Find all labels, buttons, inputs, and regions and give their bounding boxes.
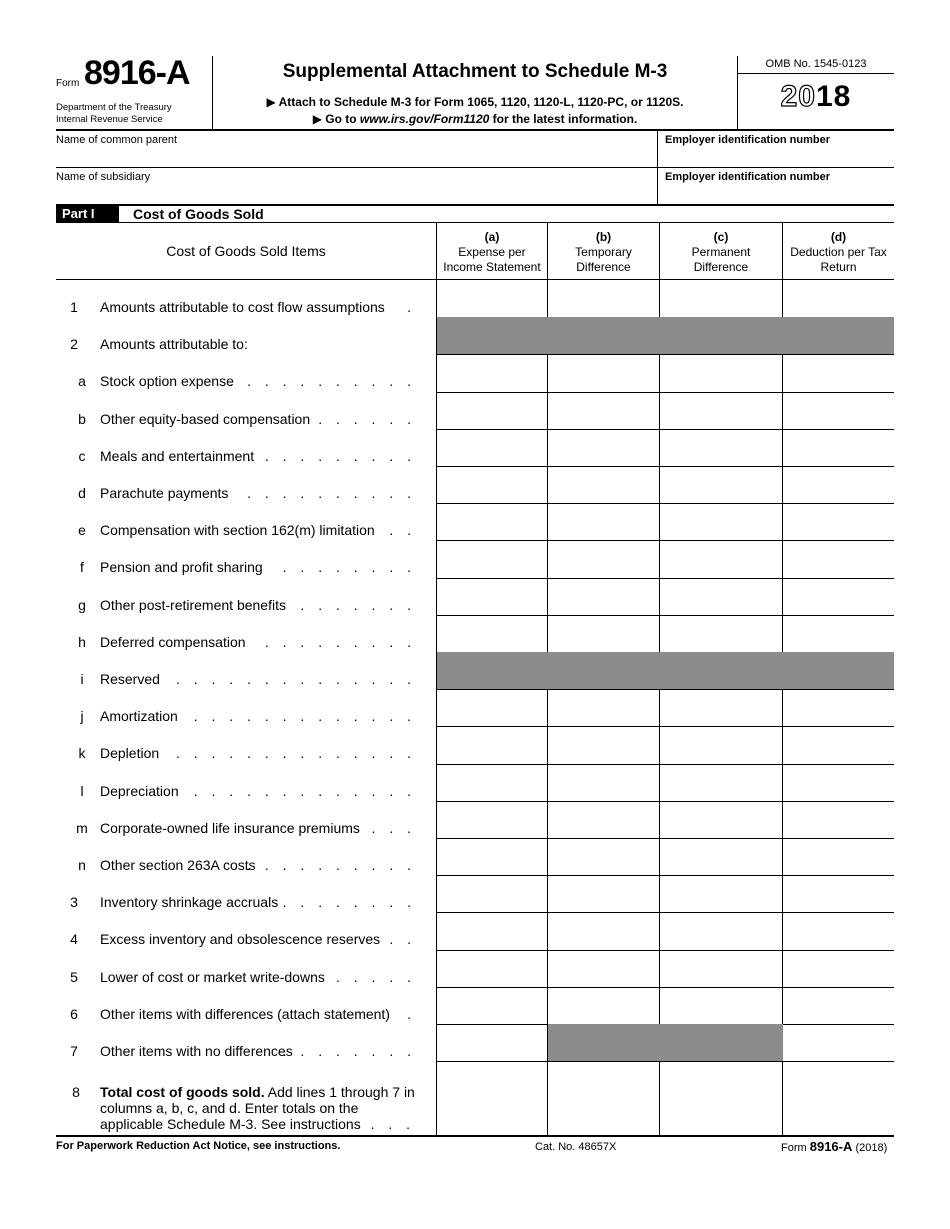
line-e-col-d-input[interactable]: [783, 503, 894, 540]
leader-dots: . . . . . . .: [300, 596, 416, 613]
line-j-col-d-input[interactable]: [783, 689, 894, 726]
line-m-col-d-input[interactable]: [783, 801, 894, 838]
column-d-line1: Deduction per Tax: [790, 245, 887, 259]
line-c-col-a-input[interactable]: [437, 429, 548, 466]
leader-dots: . . . . . . . . . .: [247, 857, 416, 873]
part-title: Cost of Goods Sold: [133, 206, 264, 222]
footer-year: (2018): [855, 1142, 888, 1154]
leader-dots: . . . . . . . . . . . . . .: [175, 671, 416, 687]
line-g-col-a-input[interactable]: [437, 578, 548, 615]
ein-label-parent: Employer identification number: [665, 134, 831, 146]
line-number: b: [78, 410, 86, 427]
line-l-col-a-input[interactable]: [437, 764, 548, 801]
line-label: Corporate-owned life insurance premiums: [100, 819, 360, 836]
leader-dots: . . . . . . . . . . . . .: [193, 782, 416, 799]
common-parent-input[interactable]: [56, 148, 656, 166]
column-c-line2: Difference: [693, 260, 749, 274]
service: Internal Revenue Service: [56, 114, 163, 125]
line-c-col-b-input[interactable]: [548, 429, 660, 466]
line-d-col-d-input[interactable]: [783, 466, 894, 503]
line-label: Compensation with section 162(m) limitation: [100, 522, 375, 539]
line-h-col-c-input[interactable]: [660, 615, 783, 652]
line-label: Other items with no differences: [100, 1043, 293, 1059]
leader-dots: . .: [389, 522, 416, 539]
goto-suffix: for the latest information.: [489, 112, 638, 126]
line-number: m: [76, 819, 88, 836]
leader-dots: .: [407, 1005, 416, 1022]
line-1-col-a-input[interactable]: [437, 280, 548, 317]
line-8-dots: . . .: [370, 1116, 416, 1132]
part-badge: Part I: [56, 206, 119, 222]
line-3-col-b-input[interactable]: [548, 875, 660, 912]
line-l-col-c-input[interactable]: [660, 764, 783, 801]
line-label: Deferred compensation: [100, 633, 246, 650]
subsidiary-label: Name of subsidiary: [56, 171, 151, 183]
line-number: l: [80, 782, 84, 799]
leader-dots: . . . . . . . . . . .: [229, 373, 416, 390]
line-e-col-b-input[interactable]: [548, 503, 660, 540]
form-title: Supplemental Attachment to Schedule M-3: [282, 61, 668, 82]
line-label: Meals and entertainment: [100, 447, 255, 464]
line-f-col-b-input[interactable]: [548, 540, 660, 577]
leader-dots: .: [407, 299, 416, 315]
line-number: f: [80, 559, 84, 576]
column-b-letter: (b): [595, 230, 612, 244]
tax-year-outline: 20: [780, 80, 816, 113]
line-k-col-c-input[interactable]: [660, 726, 783, 763]
column-a-line1: Expense per: [458, 245, 526, 259]
line-number: 5: [70, 968, 78, 985]
leader-dots: . . . . .: [335, 968, 416, 985]
goto-instruction: [213, 112, 737, 126]
line-k-col-a-input[interactable]: [437, 726, 548, 763]
leader-dots: . . . . . . . . . . . . .: [193, 708, 416, 725]
line-3-col-a-input[interactable]: [437, 875, 548, 912]
common-parent-label: Name of common parent: [56, 134, 178, 146]
line-3-col-d-input[interactable]: [783, 875, 894, 912]
column-a-line2: Income Statement: [443, 260, 541, 274]
line-label: Depletion: [100, 745, 160, 762]
line-n-col-b-input[interactable]: [548, 838, 660, 875]
line-a-col-a-input[interactable]: [437, 354, 548, 391]
line-c-col-c-input[interactable]: [660, 429, 783, 466]
ein-label-subsidiary: Employer identification number: [665, 171, 831, 183]
footer-form-id: [781, 1139, 887, 1154]
line-3-col-c-input[interactable]: [660, 875, 783, 912]
column-c-letter: (c): [713, 230, 729, 244]
line-c-col-d-input[interactable]: [783, 429, 894, 466]
line-4-col-c-input[interactable]: [660, 912, 783, 949]
line-1-col-d-input[interactable]: [783, 280, 894, 317]
line-g-col-c-input[interactable]: [660, 578, 783, 615]
line-number: i: [80, 671, 84, 687]
line-4-col-a-input[interactable]: [437, 912, 548, 949]
ein-input-subsidiary[interactable]: [660, 185, 892, 203]
line-8-text2: columns a, b, c, and d. Enter totals on the: [100, 1100, 359, 1116]
line-d-col-b-input[interactable]: [548, 466, 660, 503]
line-d-col-a-input[interactable]: [437, 466, 548, 503]
line-6-col-c-input[interactable]: [660, 987, 783, 1024]
line-number: c: [78, 447, 86, 464]
subsidiary-input[interactable]: [56, 185, 656, 203]
leader-dots: . . . . . . . .: [282, 559, 416, 576]
line-6-col-b-input[interactable]: [548, 987, 660, 1024]
line-8-col-c-input[interactable]: [660, 1061, 783, 1135]
line-2-col-a-shaded: [437, 317, 548, 354]
line-n-col-a-input[interactable]: [437, 838, 548, 875]
line-number: 6: [70, 1005, 78, 1022]
line-b-col-a-input[interactable]: [437, 392, 548, 429]
line-i-col-a-shaded: [437, 652, 548, 689]
column-a-header: [437, 230, 547, 275]
line-label: Other items with differences (attach statement): [100, 1005, 390, 1022]
line-b-col-c-input[interactable]: [660, 392, 783, 429]
footer-form-number: 8916-A: [809, 1139, 853, 1154]
line-g-col-b-input[interactable]: [548, 578, 660, 615]
tax-year: [738, 80, 894, 114]
line-e-col-a-input[interactable]: [437, 503, 548, 540]
column-b-header: [548, 230, 659, 275]
line-label: Other section 263A costs: [100, 857, 256, 873]
line-number: 7: [70, 1043, 78, 1059]
leader-dots: . .: [389, 931, 416, 948]
column-b-line1: Temporary: [575, 245, 632, 259]
column-c-line1: Permanent: [691, 245, 751, 259]
line-k-col-b-input[interactable]: [548, 726, 660, 763]
line-label: Inventory shrinkage accruals: [100, 894, 279, 911]
line-n-col-c-input[interactable]: [660, 838, 783, 875]
line-i-col-b-shaded: [548, 652, 660, 689]
line-1-col-c-input[interactable]: [660, 280, 783, 317]
line-4-col-d-input[interactable]: [783, 912, 894, 949]
line-number: 4: [70, 931, 78, 948]
line-m-col-c-input[interactable]: [660, 801, 783, 838]
line-number: 1: [70, 299, 78, 315]
line-number: h: [78, 633, 86, 650]
line-g-col-d-input[interactable]: [783, 578, 894, 615]
line-i-col-c-shaded: [660, 652, 783, 689]
line-label: Excess inventory and obsolescence reserves: [100, 931, 381, 948]
line-number: 8: [72, 1084, 80, 1100]
line-h-col-d-input[interactable]: [783, 615, 894, 652]
line-7-col-a-input[interactable]: [437, 1024, 548, 1061]
line-number: n: [78, 857, 86, 873]
line-8-col-d-input[interactable]: [783, 1061, 894, 1135]
attach-instruction: ▶ Attach to Schedule M-3 for Form 1065, 1120, 1120-L, 1120-PC, or 1120S.: [266, 95, 684, 109]
line-label: Amounts attributable to:: [100, 336, 248, 353]
line-8-col-a-input[interactable]: [437, 1061, 548, 1135]
line-6-col-a-input[interactable]: [437, 987, 548, 1024]
line-m-col-a-input[interactable]: [437, 801, 548, 838]
line-number: e: [78, 522, 86, 539]
column-a-letter: (a): [484, 230, 500, 244]
line-number: 3: [70, 894, 78, 911]
department: Department of the Treasury: [56, 102, 172, 113]
line-label: Other equity-based compensation: [100, 410, 311, 427]
line-2-col-d-shaded: [783, 317, 894, 354]
line-2-col-b-shaded: [548, 317, 660, 354]
line-5-col-a-input[interactable]: [437, 950, 548, 987]
line-j-col-c-input[interactable]: [660, 689, 783, 726]
line-number: g: [78, 596, 86, 613]
line-f-col-c-input[interactable]: [660, 540, 783, 577]
line-8-bold: Total cost of goods sold.: [100, 1084, 265, 1100]
line-7-col-d-input[interactable]: [783, 1024, 894, 1061]
line-label: Depreciation: [100, 782, 179, 799]
line-8-text: [100, 1084, 430, 1132]
line-label: Amounts attributable to cost flow assumptions: [100, 299, 385, 315]
line-h-col-a-input[interactable]: [437, 615, 548, 652]
line-6-col-d-input[interactable]: [783, 987, 894, 1024]
line-i-col-d-shaded: [783, 652, 894, 689]
line-label: Stock option expense: [100, 373, 234, 390]
line-5-col-d-input[interactable]: [783, 950, 894, 987]
line-number: d: [78, 485, 86, 501]
leader-dots: . . . . . . . . .: [264, 633, 416, 650]
line-n-col-d-input[interactable]: [783, 838, 894, 875]
line-5-col-c-input[interactable]: [660, 950, 783, 987]
line-2-col-c-shaded: [660, 317, 783, 354]
line-l-col-d-input[interactable]: [783, 764, 894, 801]
line-b-col-d-input[interactable]: [783, 392, 894, 429]
items-column-header: Cost of Goods Sold Items: [166, 243, 326, 259]
line-1-col-b-input[interactable]: [548, 280, 660, 317]
line-h-col-b-input[interactable]: [548, 615, 660, 652]
line-j-col-b-input[interactable]: [548, 689, 660, 726]
line-a-col-c-input[interactable]: [660, 354, 783, 391]
line-a-col-b-input[interactable]: [548, 354, 660, 391]
line-8-col-b-input[interactable]: [548, 1061, 660, 1135]
leader-dots: . . .: [371, 819, 416, 836]
column-d-line2: Return: [820, 260, 857, 274]
line-number: j: [80, 708, 84, 725]
line-label: Lower of cost or market write-downs: [100, 968, 325, 985]
line-f-col-d-input[interactable]: [783, 540, 894, 577]
omb-number: OMB No. 1545-0123: [765, 58, 867, 70]
form-word: Form: [56, 78, 80, 89]
column-d-letter: (d): [830, 230, 847, 244]
paperwork-notice: For Paperwork Reduction Act Notice, see instructions.: [56, 1140, 341, 1152]
line-f-col-a-input[interactable]: [437, 540, 548, 577]
leader-dots: . . . . . . . .: [282, 1043, 416, 1059]
column-c-header: [660, 230, 782, 275]
line-j-col-a-input[interactable]: [437, 689, 548, 726]
irs-link[interactable]: www.irs.gov/Form1120: [359, 112, 490, 126]
line-l-col-b-input[interactable]: [548, 764, 660, 801]
line-label: Pension and profit sharing: [100, 559, 263, 576]
line-number: k: [78, 745, 86, 762]
line-4-col-b-input[interactable]: [548, 912, 660, 949]
line-8-text1: Add lines 1 through 7 in: [264, 1084, 415, 1100]
line-e-col-c-input[interactable]: [660, 503, 783, 540]
line-number: 2: [70, 336, 78, 353]
ein-input-parent[interactable]: [660, 148, 892, 166]
leader-dots: . . . . . .: [318, 410, 416, 427]
line-label: Other post-retirement benefits: [100, 596, 286, 613]
leader-dots: . . . . . . . . . .: [247, 447, 416, 464]
line-8-text3: applicable Schedule M-3. See instructions: [100, 1116, 361, 1132]
leader-dots: . . . . . . . . .: [264, 894, 416, 911]
line-number: a: [78, 373, 86, 390]
goto-prefix: ▶ Go to: [312, 112, 360, 126]
catalog-number: Cat. No. 48657X: [535, 1141, 617, 1153]
line-5-col-b-input[interactable]: [548, 950, 660, 987]
leader-dots: . . . . . . . . . .: [247, 485, 416, 501]
column-d-header: [783, 230, 894, 275]
line-m-col-b-input[interactable]: [548, 801, 660, 838]
form-number: 8916-A: [84, 54, 190, 92]
line-k-col-d-input[interactable]: [783, 726, 894, 763]
line-7-col-b-shaded: [548, 1024, 660, 1061]
line-7-col-c-shaded: [660, 1024, 783, 1061]
line-label: Reserved: [100, 671, 160, 687]
column-b-line2: Difference: [576, 260, 631, 274]
leader-dots: . . . . . . . . . . . . . .: [175, 745, 416, 762]
line-b-col-b-input[interactable]: [548, 392, 660, 429]
line-label: Amortization: [100, 708, 178, 725]
tax-year-bold: 18: [816, 80, 852, 113]
line-label: Parachute payments: [100, 485, 229, 501]
line-a-col-d-input[interactable]: [783, 354, 894, 391]
line-d-col-c-input[interactable]: [660, 466, 783, 503]
footer-form-word: Form: [781, 1142, 807, 1154]
